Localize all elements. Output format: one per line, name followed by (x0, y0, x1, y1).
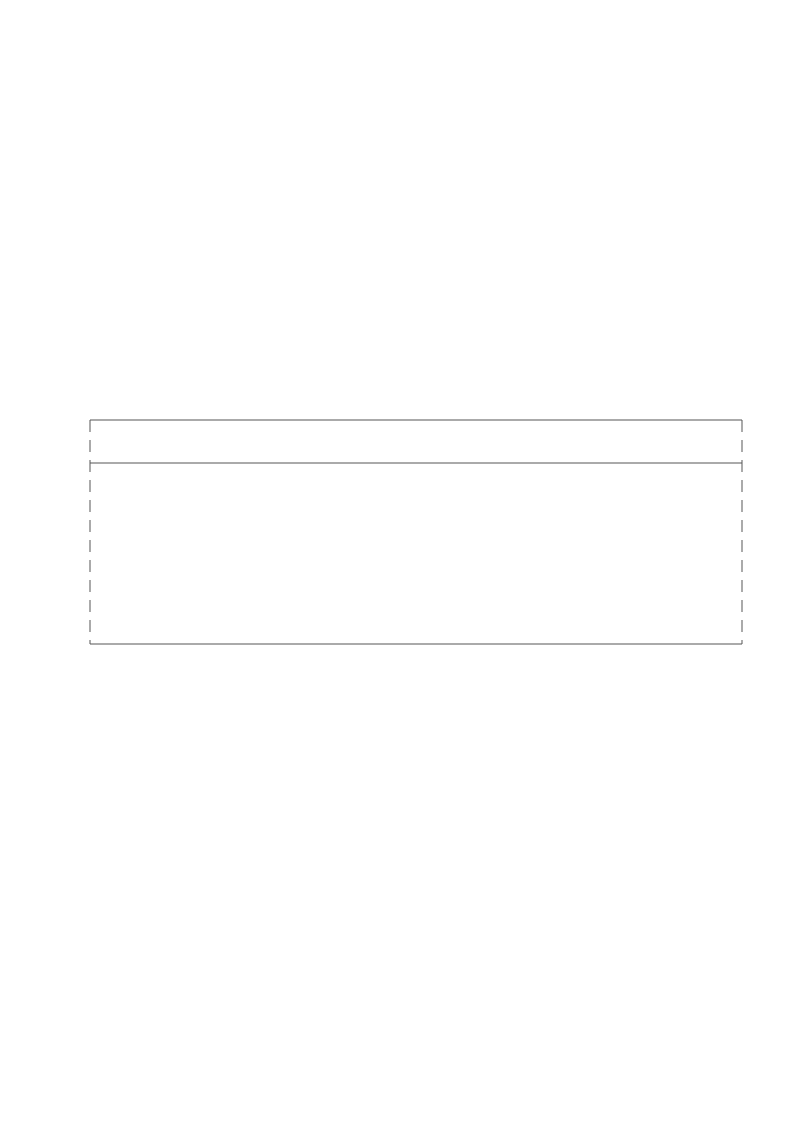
divination-box (88, 418, 744, 646)
